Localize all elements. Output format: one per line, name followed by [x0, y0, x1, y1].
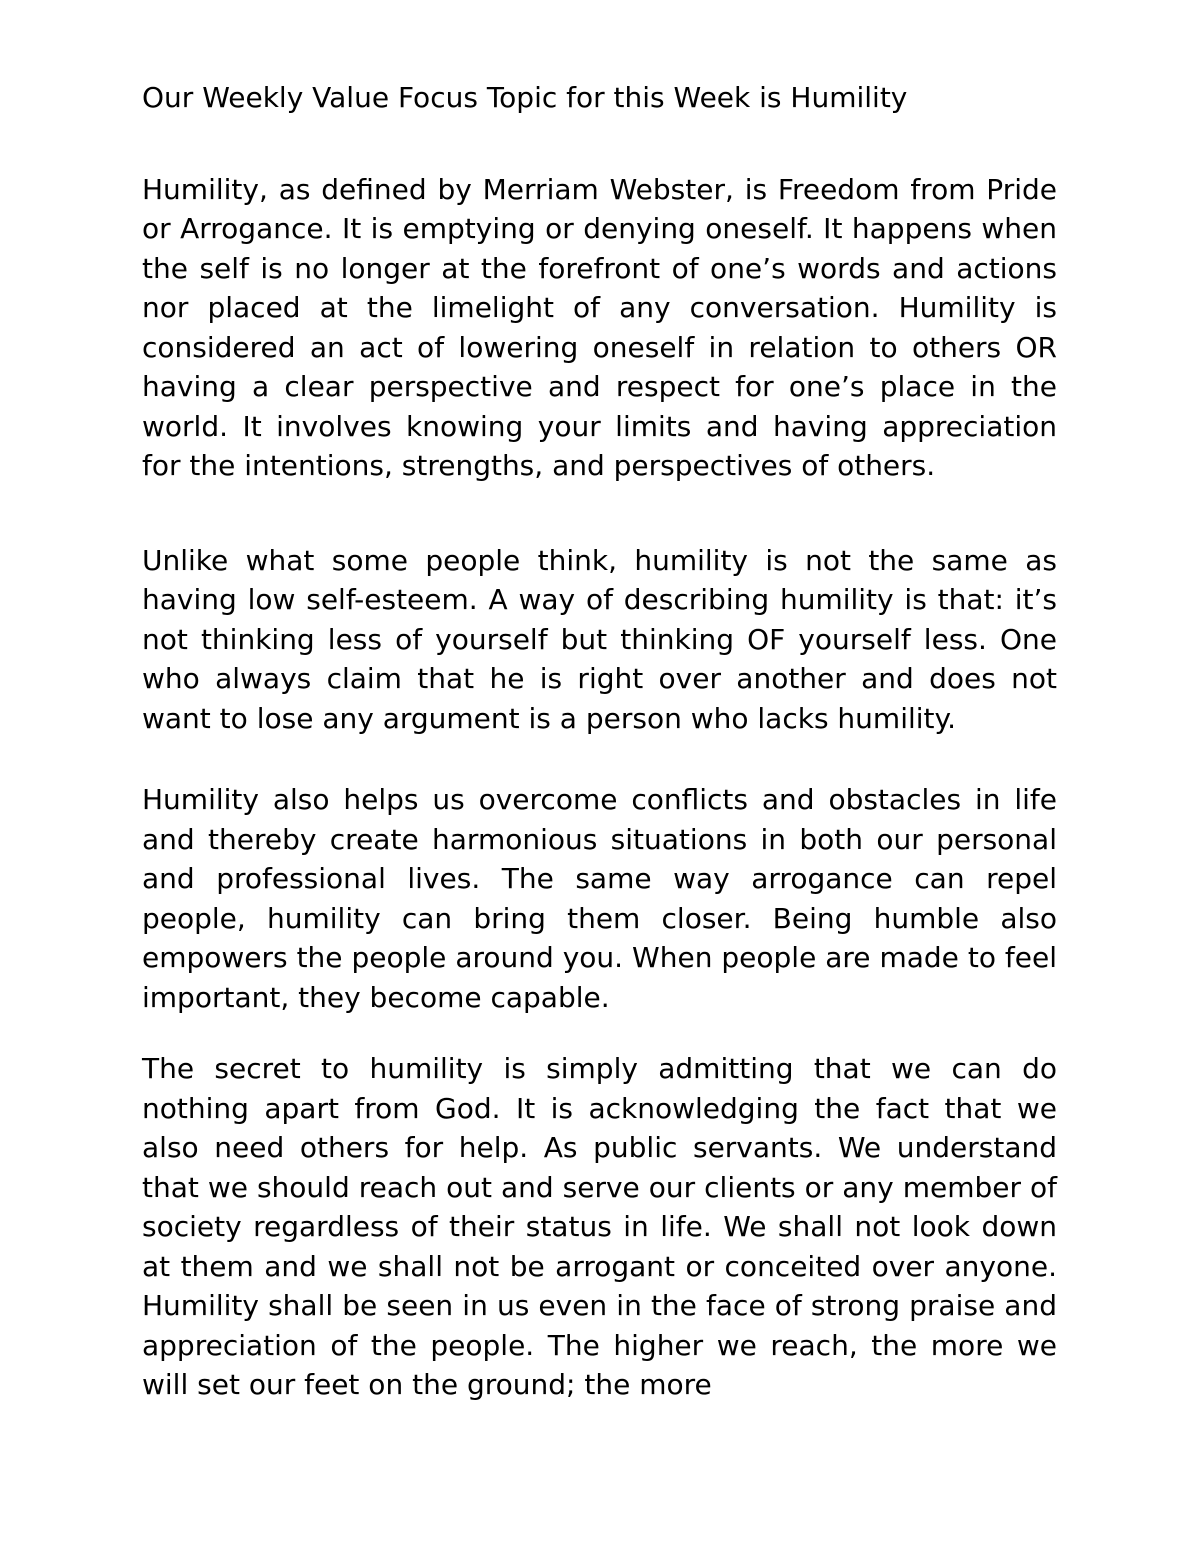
- paragraph-benefits: Humility also helps us overcome conflicts and obstacles in life and thereby create harmonious situations in both our personal and professional lives. The same way arrogance can repel people, humility can bring them closer. Being humble also empowers the people around you. When people are made to feel important, they become capable.: [142, 783, 1057, 1014]
- document-title: Our Weekly Value Focus Topic for this Week is Humility: [142, 81, 908, 114]
- paragraph-self-esteem: Unlike what some people think, humility is not the same as having low self-esteem. A way of describing humility is that: it’s not thinking less of yourself but thinking OF yourself less. One who always claim that he is right over another and does not want to lose any argument is a person who lacks humility.: [142, 543, 1057, 735]
- paragraph-definition: Humility, as defined by Merriam Webster, is Freedom from Pride or Arrogance. It is emptying or denying oneself. It happens when the self is no longer at the forefront of one’s words and actions nor placed at the limelight of any conversation. Humility is considered an act of lowering oneself in relation to others OR having a clear perspective and respect for one’s place in the world. It involves knowing your limits and having appreciation for the intentions, strengths, and perspectives of others.: [142, 172, 1057, 482]
- paragraph-secret: The secret to humility is simply admitting that we can do nothing apart from God. It is acknowledging the fact that we also need others for help. As public servants. We understand that we should reach out and serve our clients or any member of society regardless of their status in life. We shall not look down at them and we shall not be arrogant or conceited over anyone. Humility shall be seen in us even in the face of strong praise and appreciation of the people. The higher we reach, the more we will set our feet on the ground; the more: [142, 1052, 1057, 1401]
- document-page: [142, 78, 1057, 1405]
